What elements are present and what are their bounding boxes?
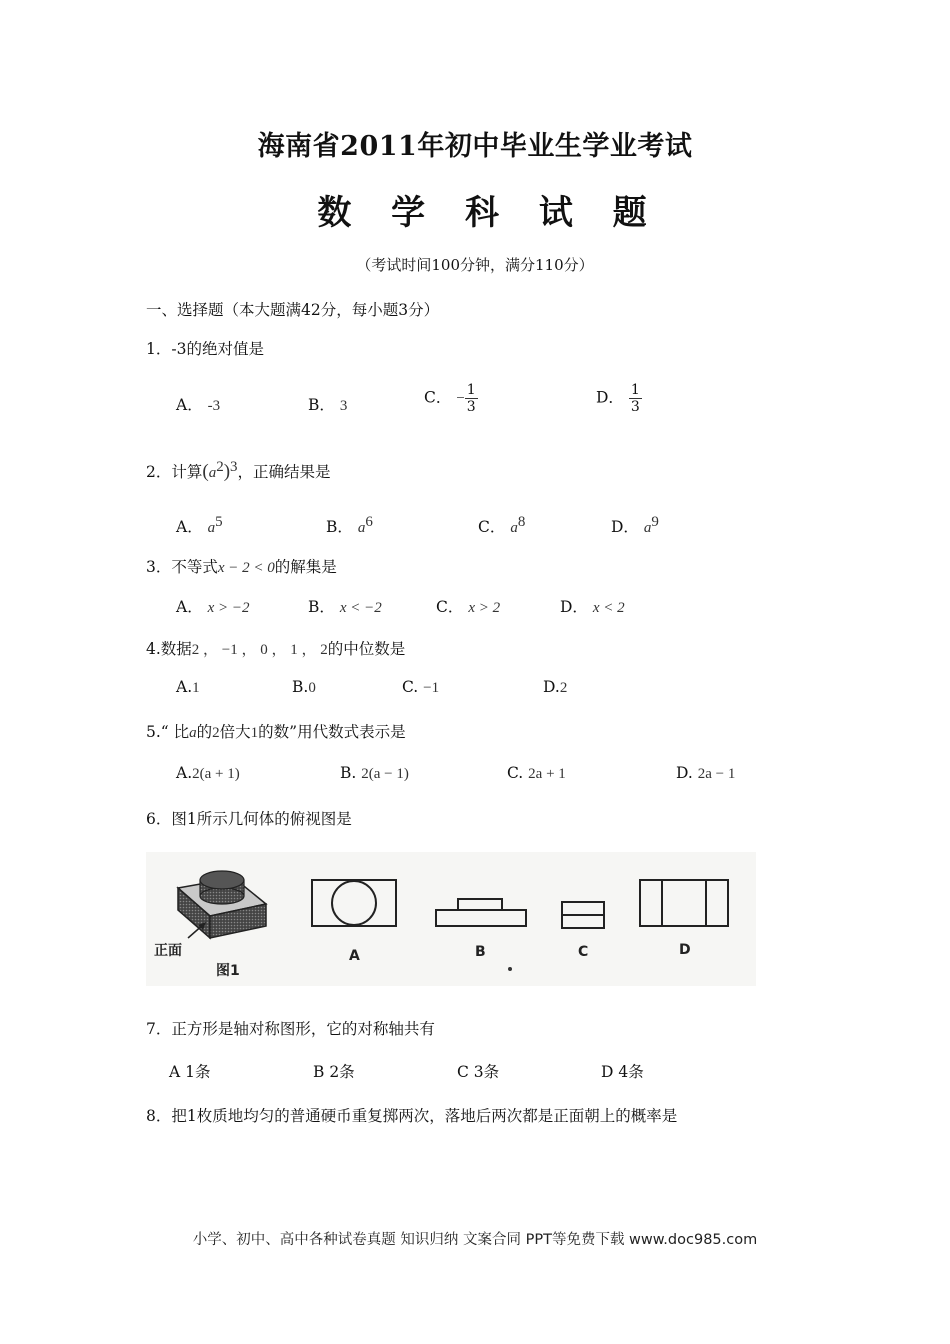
q2-option-d: D． $a^9$ — [611, 514, 659, 537]
q2-option-a: A． $a^5$ — [176, 514, 223, 537]
q4-option-c: C. −1 — [402, 678, 440, 696]
q6-figure — [146, 852, 756, 986]
q5-option-c: C. 2a + 1 — [507, 764, 566, 782]
q2-option-b: B． $a^6$ — [326, 514, 373, 537]
option-a-label: A — [349, 948, 360, 964]
q3-option-c: C． x > 2 — [436, 598, 501, 616]
q8-stem: 8．把1枚质地均匀的普通硬币重复掷两次，落地后两次都是正面朝上的概率是 — [146, 1107, 678, 1125]
q1-option-c: C． − $\frac{1}{3}$ — [424, 382, 476, 415]
option-d-drawing — [640, 880, 728, 926]
q7-stem: 7．正方形是轴对称图形，它的对称轴共有 — [146, 1020, 435, 1038]
q1-option-b: B． 3 — [308, 396, 348, 414]
option-a-drawing — [312, 880, 396, 926]
q4-stem: 4.数据2 ， −1 ， 0 ， 1 ， 2的中位数是 — [146, 640, 406, 658]
option-b-drawing — [436, 899, 526, 926]
q7-option-b: B 2条 — [313, 1063, 355, 1081]
subject-title: 数 学 科 试 题 — [317, 193, 661, 233]
footer-promo: 小学、初中、高中各种试卷真题 知识归纳 文案合同 PPT等免费下载 www.doc985.com — [192, 1232, 758, 1248]
option-c-label: C — [578, 944, 589, 960]
fig-caption: 图1 — [216, 963, 240, 979]
q5-option-b: B. 2(a − 1) — [340, 764, 409, 782]
fraction: $\frac{1}{3}$ — [466, 382, 476, 415]
exam-title: 海南省2011年初中毕业生学业考试 — [257, 131, 693, 162]
q5-option-a: A.2(a + 1) — [176, 764, 240, 782]
q5-stem: 5.“ 比a的2倍大1的数”用代数式表示是 — [146, 723, 406, 741]
q4-option-a: A.1 — [176, 678, 200, 696]
fraction: $\frac{1}{3}$ — [630, 382, 640, 415]
q1-option-a: A． -3 — [176, 396, 221, 414]
speck — [508, 967, 512, 971]
q7-option-a: A 1条 — [169, 1063, 211, 1081]
option-b-label: B — [475, 944, 486, 960]
q6-stem: 6．图1所示几何体的俯视图是 — [146, 810, 352, 828]
q7-option-c: C 3条 — [457, 1063, 500, 1081]
option-c-drawing — [562, 902, 604, 928]
q4-option-d: D.2 — [543, 678, 568, 696]
section-heading: 一、选择题（本大题满42分，每小题3分） — [146, 301, 440, 319]
q4-option-b: B.0 — [292, 678, 316, 696]
q3-option-a: A． x > −2 — [176, 598, 250, 616]
q2-option-c: C． $a^8$ — [478, 514, 526, 537]
q5-option-d: D. 2a − 1 — [676, 764, 736, 782]
q1-option-d: D． $\frac{1}{3}$ — [596, 382, 640, 415]
q7-option-d: D 4条 — [601, 1063, 644, 1081]
solid-figure — [178, 871, 266, 938]
q1-stem: 1．-3的绝对值是 — [146, 340, 264, 358]
q3-stem: 3．不等式x − 2 < 0的解集是 — [146, 558, 337, 576]
option-d-label: D — [679, 942, 691, 958]
fig-front-label: 正面 — [154, 943, 182, 959]
q2-stem: 2．计算$(a^2)^3$，正确结果是 — [146, 459, 331, 483]
exam-note: （考试时间100分钟，满分110分） — [356, 256, 594, 274]
q3-option-d: D． x < 2 — [560, 598, 625, 616]
q3-option-b: B． x < −2 — [308, 598, 382, 616]
